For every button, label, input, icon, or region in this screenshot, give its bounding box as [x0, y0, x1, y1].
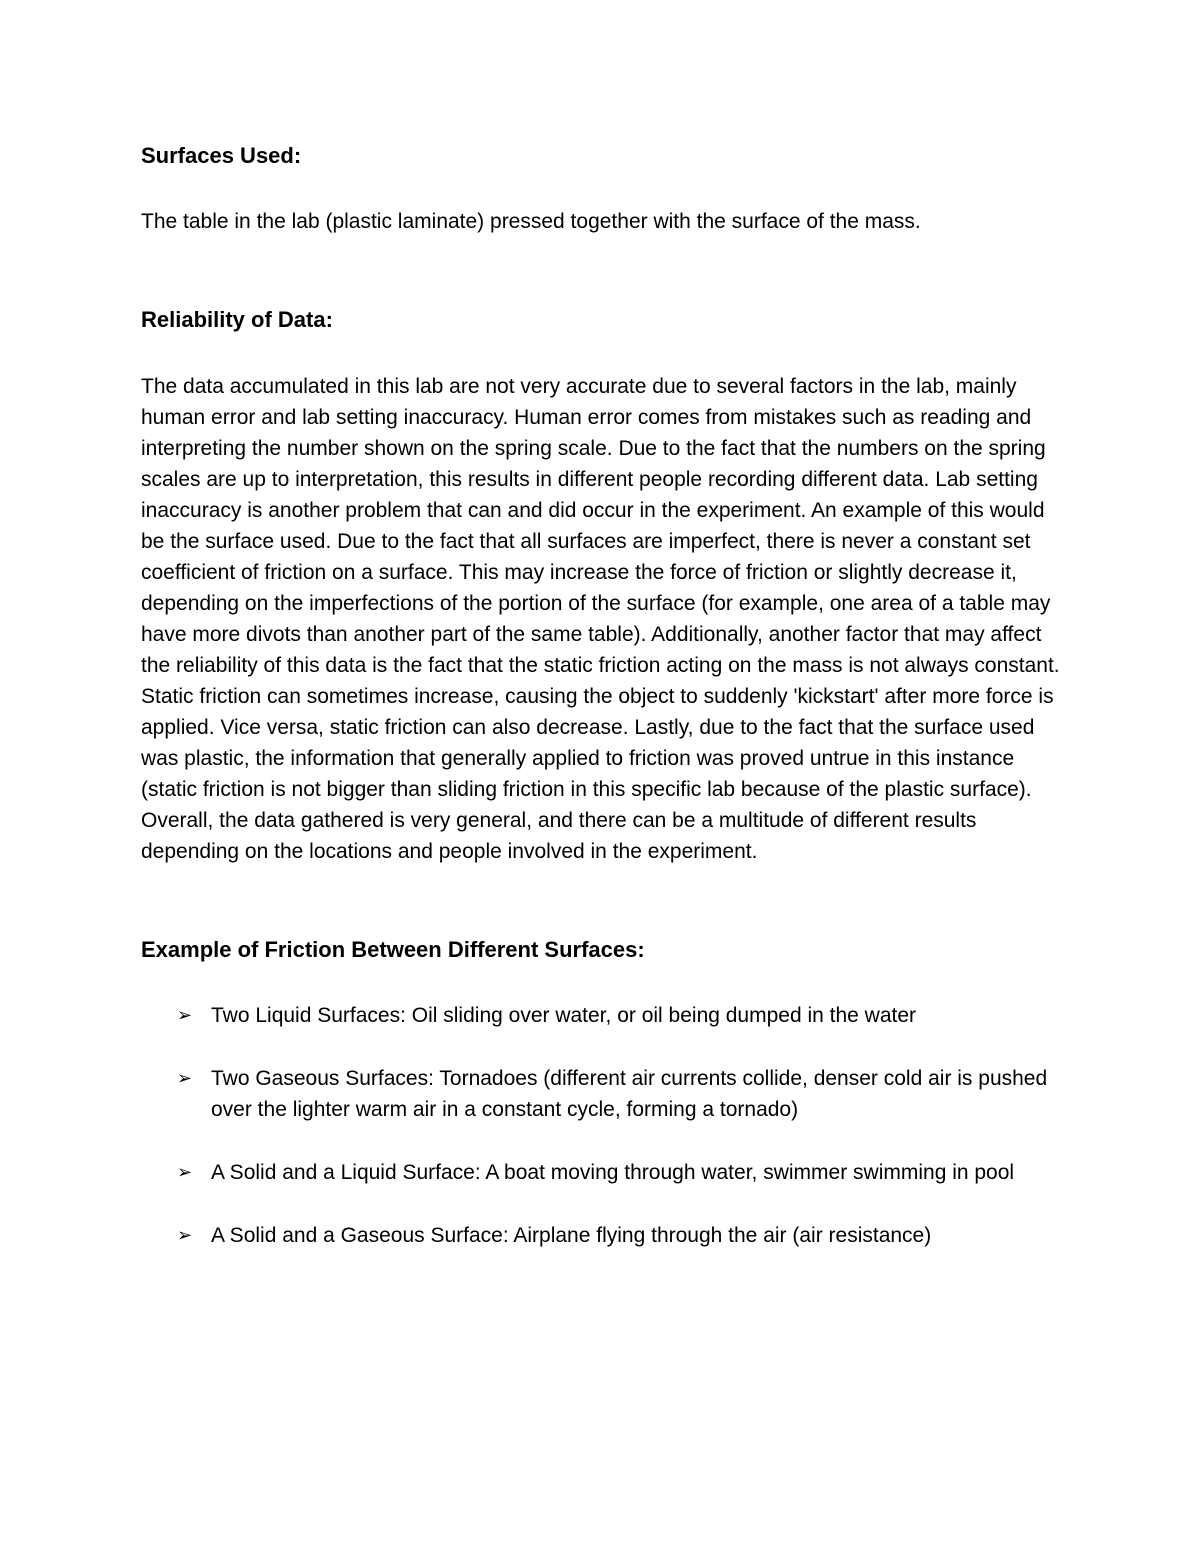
arrowhead-bullet-icon: ➢	[177, 1162, 193, 1183]
list-item-text: A Solid and a Gaseous Surface: Airplane flying through the air (air resistance)	[211, 1224, 932, 1247]
list-item-text: A Solid and a Liquid Surface: A boat moving through water, swimmer swimming in pool	[211, 1161, 1015, 1184]
list-item-text: Two Gaseous Surfaces: Tornadoes (different air currents collide, denser cold air is pushed over the lighter warm air in a constant cycle, forming a tornado)	[211, 1067, 1048, 1121]
reliability-of-data-paragraph: The data accumulated in this lab are not very accurate due to several factors in the lab, mainly human error and lab setting inaccuracy. Human error comes from mistakes such as reading and interpreting the number shown on the spring scale. Due to the fact that the numbers on the spring scales are up to interpretation, this results in different people recording different data. Lab setting inaccuracy is another problem that can and did occur in the experiment. An example of this would be the surface used. Due to the fact that all surfaces are imperfect, there is never a constant set coefficient of friction on a surface. This may increase the force of friction or slightly decrease it, depending on the imperfections of the portion of the surface (for example, one area of a table may have more divots than another part of the same table). Additionally, another factor that may affect the reliability of this data is the fact that the static friction acting on the mass is not always constant. Static friction can sometimes increase, causing the object to suddenly 'kickstart' after more force is applied. Vice versa, static friction can also decrease. Lastly, due to the fact that the surface used was plastic, the information that generally applied to friction was proved untrue in this instance (static friction is not bigger than sliding friction in this specific lab because of the plastic surface). Overall, the data gathered is very general, and there can be a multitude of different results depending on the locations and people involved in the experiment.	[141, 375, 1060, 863]
list-item-text: Two Liquid Surfaces: Oil sliding over water, or oil being dumped in the water	[211, 1004, 917, 1027]
list-item	[177, 1157, 1061, 1188]
surfaces-used-heading: Surfaces Used:	[141, 143, 302, 168]
list-item	[177, 1063, 1061, 1125]
surfaces-used-paragraph: The table in the lab (plastic laminate) pressed together with the surface of the mass.	[141, 210, 921, 233]
document-content	[141, 140, 1061, 1283]
friction-examples-heading: Example of Friction Between Different Surfaces:	[141, 937, 645, 962]
list-item	[177, 1220, 1061, 1251]
friction-examples-list	[177, 1000, 1061, 1251]
list-item	[177, 1000, 1061, 1031]
arrowhead-bullet-icon: ➢	[177, 1005, 193, 1026]
reliability-of-data-heading: Reliability of Data:	[141, 307, 333, 332]
arrowhead-bullet-icon: ➢	[177, 1225, 193, 1246]
arrowhead-bullet-icon: ➢	[177, 1068, 193, 1089]
